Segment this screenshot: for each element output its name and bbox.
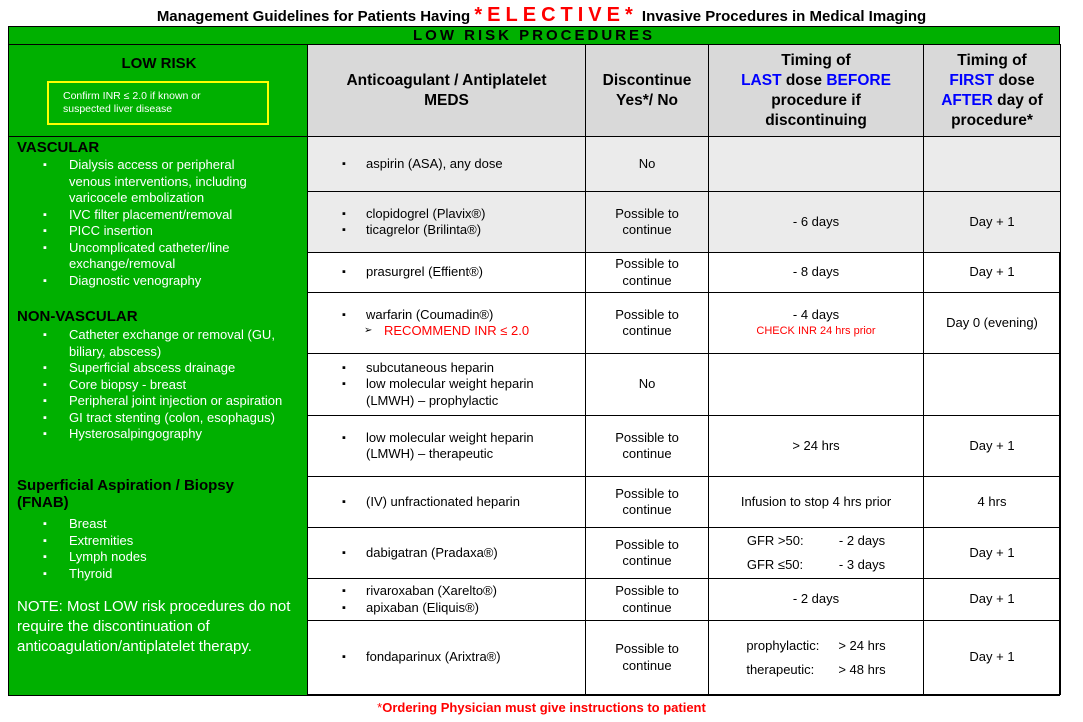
- list-item: ▪ IVC filter placement/removal: [69, 207, 274, 224]
- table-row: [308, 621, 1061, 695]
- divider: [9, 136, 309, 137]
- last-dose-cell: - 8 days: [709, 253, 924, 293]
- first-dose-cell: Day 0 (evening): [924, 293, 1061, 354]
- med-item: ▪ rivaroxaban (Xarelto®): [366, 583, 585, 600]
- last-dose-cell: - 6 days: [709, 192, 924, 253]
- table-row: [308, 528, 1061, 579]
- header-meds: Anticoagulant / Antiplatelet MEDS: [308, 45, 586, 137]
- list-item: ▪ Uncomplicated catheter/line exchange/removal: [69, 240, 274, 273]
- list-item: ▪ Thyroid: [69, 566, 269, 583]
- discontinue-cell: Possible to continue: [586, 253, 709, 293]
- low-risk-banner: LOW RISK PROCEDURES: [8, 26, 1060, 45]
- list-item: ▪ Lymph nodes: [69, 549, 269, 566]
- list-item: ▪ Core biopsy - breast: [69, 377, 301, 394]
- discontinue-cell: Possible to continue: [586, 477, 709, 528]
- discontinue-cell: No: [586, 354, 709, 416]
- list-item: ▪ Catheter exchange or removal (GU, biliary, abscess): [69, 327, 301, 360]
- med-item: ▪ fondaparinux (Arixtra®): [366, 649, 585, 666]
- page-title: Management Guidelines for Patients Having *ELECTIVE* Invasive Procedures in Medical Imaging: [156, 4, 927, 26]
- medication-table: [307, 44, 1061, 695]
- header-last-dose: Timing of LAST dose BEFORE procedure if discontinuing: [709, 45, 924, 137]
- last-dose-cell: [709, 137, 924, 192]
- med-item: ▪ clopidogrel (Plavix®): [366, 206, 585, 223]
- discontinue-cell: No: [586, 137, 709, 192]
- inr-note-line2: suspected liver disease: [63, 103, 173, 115]
- med-item: ▪ low molecular weight heparin (LMWH) – prophylactic: [366, 376, 585, 409]
- header-discontinue: Discontinue Yes*/ No: [586, 45, 709, 137]
- list-item: ▪ PICC insertion: [69, 223, 274, 240]
- med-item: ▪ prasurgrel (Effient®): [366, 264, 585, 281]
- med-item: ▪ apixaban (Eliquis®): [366, 600, 585, 617]
- list-item: ▪ Breast: [69, 516, 269, 533]
- first-dose-cell: Day + 1: [924, 253, 1061, 293]
- med-item: ▪ low molecular weight heparin (LMWH) – therapeutic: [366, 430, 585, 463]
- header-first-dose: Timing of FIRST dose AFTER day of procedure*: [924, 45, 1061, 137]
- nonvascular-list: [69, 327, 301, 443]
- list-item: ▪ Extremities: [69, 533, 269, 550]
- list-item: ▪ Superficial abscess drainage: [69, 360, 301, 377]
- discontinue-cell: Possible to continue: [586, 528, 709, 579]
- footer-note: *Ordering Physician must give instructions to patient: [377, 700, 706, 715]
- last-dose-cell: Infusion to stop 4 hrs prior: [709, 477, 924, 528]
- vascular-heading: VASCULAR: [17, 139, 100, 156]
- med-item: ▪ aspirin (ASA), any dose: [366, 156, 585, 173]
- table-row: [308, 416, 1061, 477]
- table-row: [308, 579, 1061, 621]
- first-dose-cell: Day + 1: [924, 416, 1061, 477]
- last-dose-cell: - 4 days CHECK INR 24 hrs prior: [709, 293, 924, 354]
- first-dose-cell: 4 hrs: [924, 477, 1061, 528]
- last-dose-cell: > 24 hrs: [709, 416, 924, 477]
- med-item: ▪ dabigatran (Pradaxa®): [366, 545, 585, 562]
- discontinue-cell: Possible to continue: [586, 579, 709, 621]
- last-dose-cell: prophylactic: > 24 hrs therapeutic: > 48 hrs: [709, 621, 924, 695]
- table-row: [308, 354, 1061, 416]
- last-dose-cell: - 2 days: [709, 579, 924, 621]
- table-row: [308, 192, 1061, 253]
- table-row: [308, 137, 1061, 192]
- list-item: ▪ GI tract stenting (colon, esophagus): [69, 410, 301, 427]
- superficial-heading: Superficial Aspiration / Biopsy (FNAB): [17, 477, 234, 511]
- last-dose-cell: GFR >50: - 2 days GFR ≤50: - 3 days: [709, 528, 924, 579]
- check-inr-note: CHECK INR 24 hrs prior: [756, 325, 876, 337]
- med-item: ▪ ticagrelor (Brilinta®): [366, 222, 585, 239]
- low-risk-heading: LOW RISK: [121, 55, 197, 72]
- elective-emphasis: *ELECTIVE*: [474, 4, 638, 26]
- med-item: ▪ (IV) unfractionated heparin: [366, 494, 585, 511]
- med-item: ▪ warfarin (Coumadin®): [366, 307, 585, 324]
- low-risk-note: NOTE: Most LOW risk procedures do not require the discontinuation of anticoagulation/antiplatelet therapy.: [17, 598, 291, 655]
- first-dose-cell: Day + 1: [924, 621, 1061, 695]
- table-row: [308, 253, 1061, 293]
- med-item: ▪ subcutaneous heparin: [366, 360, 585, 377]
- inr-note-line1: Confirm INR ≤ 2.0 if known or: [63, 90, 201, 102]
- list-item: ▪ Peripheral joint injection or aspiration: [69, 393, 301, 410]
- table-row: [308, 477, 1061, 528]
- table-header-row: [308, 45, 1061, 137]
- low-risk-panel: [8, 44, 308, 696]
- list-item: ▪ Hysterosalpingography: [69, 426, 301, 443]
- first-dose-cell: Day + 1: [924, 192, 1061, 253]
- superficial-list: [69, 516, 269, 582]
- discontinue-cell: Possible to continue: [586, 621, 709, 695]
- first-dose-cell: Day + 1: [924, 579, 1061, 621]
- inr-recommendation: ➢ RECOMMEND INR ≤ 2.0: [366, 323, 585, 340]
- vascular-list: [69, 157, 274, 289]
- first-dose-cell: Day + 1: [924, 528, 1061, 579]
- first-dose-cell: [924, 137, 1061, 192]
- nonvascular-heading: NON-VASCULAR: [17, 308, 138, 325]
- inr-note-box: [47, 81, 269, 125]
- last-dose-cell: [709, 354, 924, 416]
- list-item: ▪ Diagnostic venography: [69, 273, 274, 290]
- table-row: [308, 293, 1061, 354]
- discontinue-cell: Possible to continue: [586, 192, 709, 253]
- discontinue-cell: Possible to continue: [586, 416, 709, 477]
- list-item: ▪ Dialysis access or peripheral venous interventions, including varicocele embolization: [69, 157, 274, 207]
- discontinue-cell: Possible to continue: [586, 293, 709, 354]
- first-dose-cell: [924, 354, 1061, 416]
